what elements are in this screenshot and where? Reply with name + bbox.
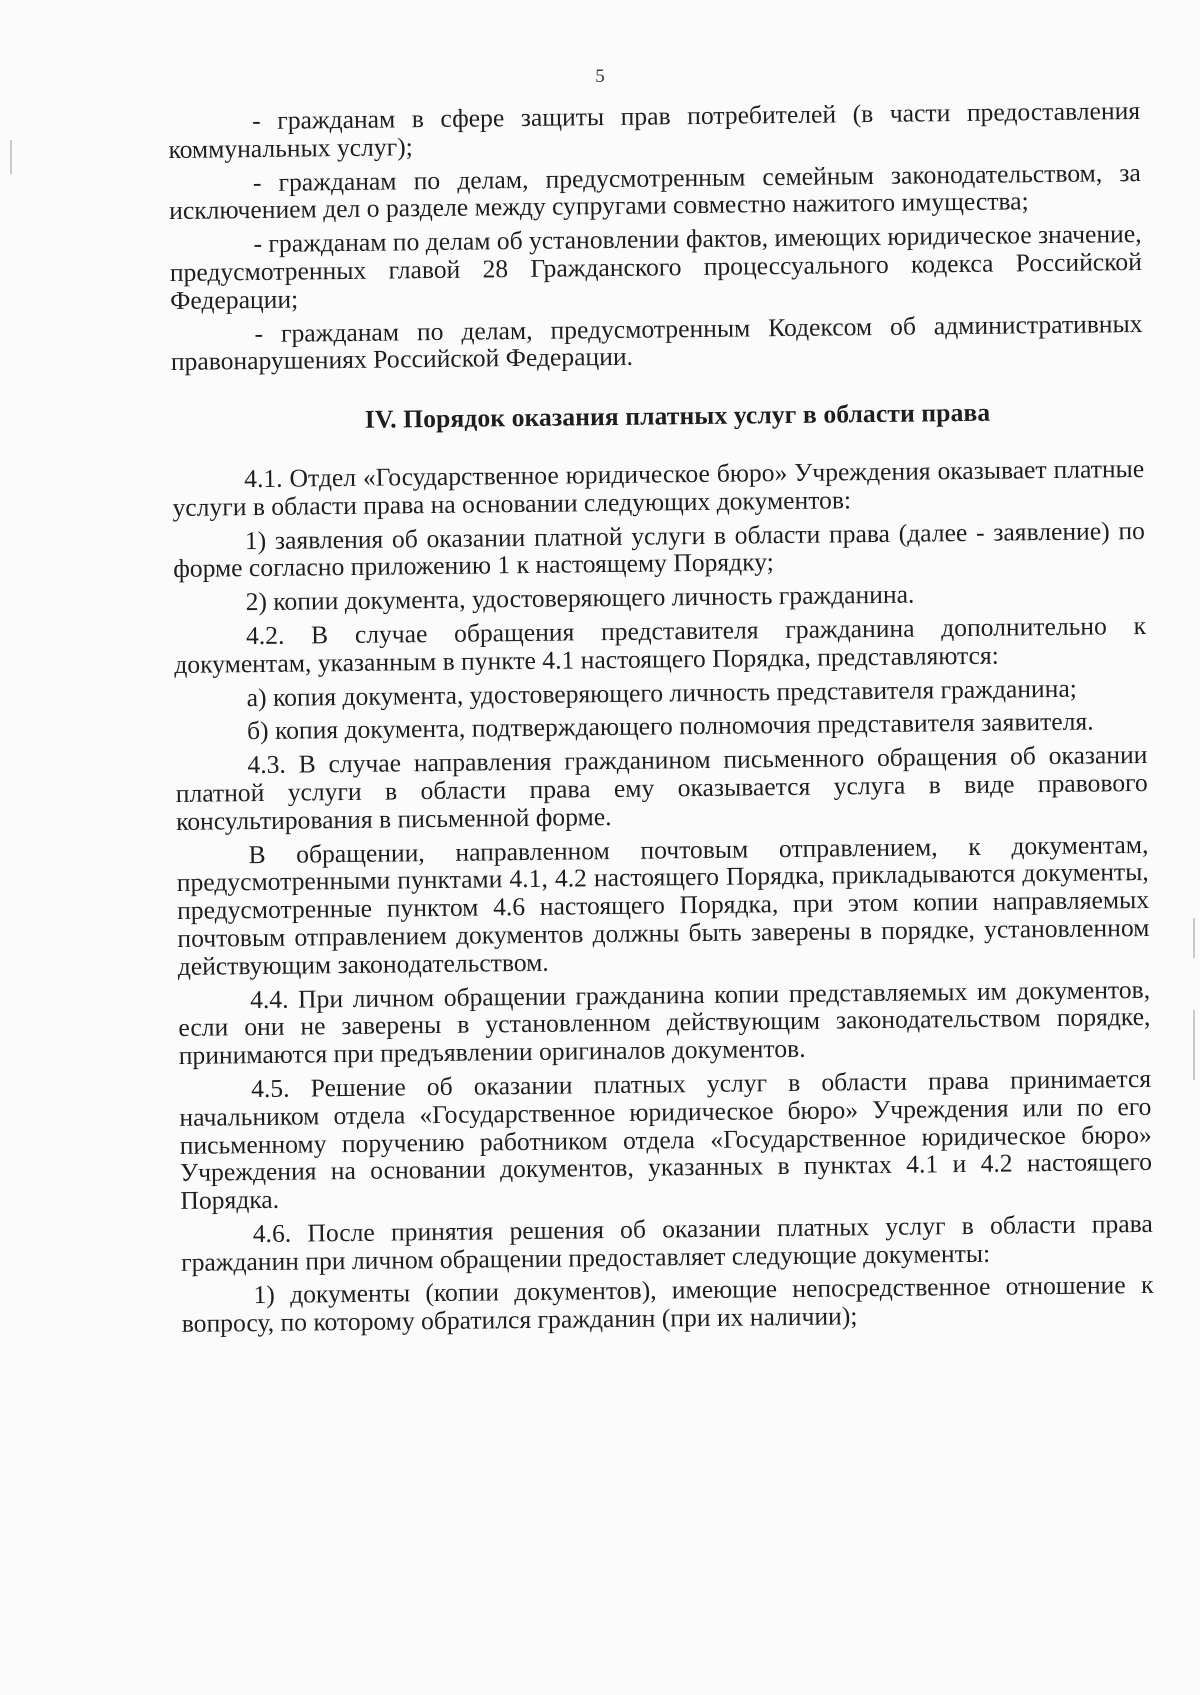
- document-body: [168, 97, 1154, 1344]
- list-item: - гражданам по делам, предусмотренным Кодексом об административных правонарушениях Российской Федерации.: [170, 308, 1143, 377]
- page-number: 5: [595, 66, 605, 87]
- paragraph-4-3-postal: В обращении, направленном почтовым отправлением, к документам, предусмотренными пунктами 4.1, 4.2 настоящего Порядка, прикладываются документы, предусмотренные пунктом 4.6 настоящего Порядка, при этом копии направляемых почтовым отправлением документов должны быть заверены в порядке, установленном действующим законодательством.: [176, 829, 1150, 981]
- paragraph-4-6-item-1: 1) документы (копии документов), имеющие непосредственное отношение к вопросу, по которому обратился гражданин (при их наличии);: [181, 1270, 1154, 1339]
- scan-artifact-right-2: [1193, 1010, 1195, 1080]
- section-heading: IV. Порядок оказания платных услуг в области права: [364, 397, 991, 434]
- list-item: - гражданам в сфере защиты прав потребителей (в части предоставления коммунальных услуг);: [168, 95, 1141, 164]
- scan-artifact-left: [10, 140, 12, 174]
- paragraph-4-1-item-2: 2) копии документа, удостоверяющего личность гражданина.: [245, 579, 915, 617]
- paragraph-4-2: 4.2. В случае обращения представителя гражданина дополнительно к документам, указанным в пункте 4.1 настоящего Порядка, представляются:: [174, 610, 1147, 679]
- paragraph-4-1: 4.1. Отдел «Государственное юридическое бюро» Учреждения оказывает платные услуги в области права на основании следующих документов:: [172, 453, 1145, 522]
- paragraph-4-4: 4.4. При личном обращении гражданина копии представляемых им документов, если они не заверены в установленном действующим законодательством порядке, принимаются при предъявлении оригиналов документов.: [178, 974, 1151, 1071]
- paragraph-4-5: 4.5. Решение об оказании платных услуг в области права принимается начальником отдела «Государственное юридическое бюро» Учреждения или по его письменному поручению работником отдела «Государственное юридическое бюро» Учреждения на основании документов, указанных в пунктах 4.1 и 4.2 настоящего Порядка.: [179, 1063, 1153, 1216]
- paragraph-4-2-item-a: а) копия документа, удостоверяющего личность представителя гражданина;: [246, 673, 1077, 712]
- paragraph-4-2-item-b: б) копия документа, подтверждающего полномочия представителя заявителя.: [246, 706, 1094, 746]
- list-item: - гражданам по делам, предусмотренным семейным законодательством, за исключением дел о разделе между супругами совместно нажитого имущества;: [169, 157, 1141, 226]
- paragraph-4-6: 4.6. После принятия решения об оказании платных услуг в области права гражданин при личном обращении предоставляет следующие документы:: [180, 1208, 1153, 1277]
- paragraph-4-3: 4.3. В случае направления гражданином письменного обращения об оказании платной услуги в области права ему оказывается услуга в виде правового консультирования в письменной форме.: [175, 740, 1148, 836]
- scan-artifact-right: [1193, 918, 1195, 958]
- list-item: - гражданам по делам об установлении фактов, имеющих юридическое значение, предусмотренных главой 28 Гражданского процессуального кодекса Российской Федерации;: [169, 219, 1142, 315]
- paragraph-4-1-item-1: 1) заявления об оказании платной услуги в области права (далее - заявление) по форме согласно приложению 1 к настоящему Порядку;: [173, 515, 1146, 584]
